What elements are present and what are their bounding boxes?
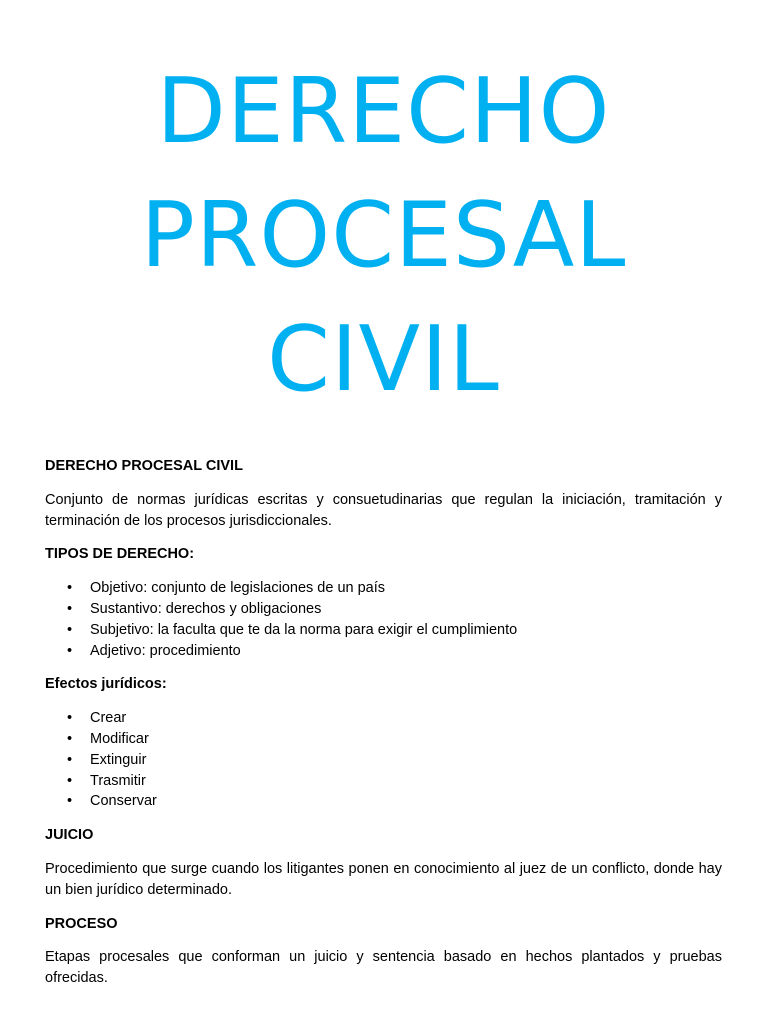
bullet-icon: • <box>67 772 73 789</box>
list-item <box>45 641 722 662</box>
definition-paragraph: Conjunto de normas jurídicas escritas y consuetudinarias que regulan la iniciación, tramitación y terminación de los procesos jurisdiccionales. <box>45 491 722 529</box>
juicio-paragraph: Procedimiento que surge cuando los litigantes ponen en conocimiento al juez de un conflicto, donde hay un bien jurídico determinado. <box>45 860 722 898</box>
bullet-icon: • <box>67 580 73 597</box>
list-item <box>45 620 722 641</box>
list-item-text: Extinguir <box>90 751 147 768</box>
list-item-text: Sustantivo: derechos y obligaciones <box>90 600 322 617</box>
cover-title-line-2: PROCESAL <box>140 183 627 288</box>
bullet-icon: • <box>67 642 73 659</box>
list-item <box>45 578 722 599</box>
cover-title-line-1: DERECHO <box>156 59 611 164</box>
proceso-paragraph: Etapas procesales que conforman un juicio y sentencia basado en hechos plantados y pruebas ofrecidas. <box>45 949 722 987</box>
list-item-text: Crear <box>90 710 127 727</box>
bullet-icon: • <box>67 793 73 810</box>
section-heading-juicio: JUICIO <box>45 827 94 844</box>
list-item <box>45 708 722 729</box>
efectos-list <box>45 708 722 812</box>
section-heading-efectos-juridicos: Efectos jurídicos: <box>45 676 167 693</box>
list-item <box>45 750 722 771</box>
list-item-text: Objetivo: conjunto de legislaciones de un país <box>90 580 386 597</box>
bullet-icon: • <box>67 621 73 638</box>
section-heading-tipos-de-derecho: TIPOS DE DERECHO: <box>45 546 195 563</box>
bullet-icon: • <box>67 751 73 768</box>
list-item <box>45 599 722 620</box>
section-heading-derecho-procesal-civil: DERECHO PROCESAL CIVIL <box>45 458 243 474</box>
list-item-text: Modificar <box>90 730 149 747</box>
list-item-text: Conservar <box>90 793 157 810</box>
bullet-icon: • <box>67 730 73 747</box>
tipos-list <box>45 578 722 661</box>
document-body <box>45 456 722 989</box>
cover-title <box>45 0 722 422</box>
list-item-text: Subjetivo: la faculta que te da la norma para exigir el cumplimiento <box>90 621 518 638</box>
list-item <box>45 771 722 792</box>
list-item <box>45 729 722 750</box>
list-item-text: Trasmitir <box>90 772 146 789</box>
list-item-text: Adjetivo: procedimiento <box>90 642 241 659</box>
bullet-icon: • <box>67 710 73 727</box>
section-heading-proceso: PROCESO <box>45 915 118 932</box>
list-item <box>45 791 722 812</box>
bullet-icon: • <box>67 600 73 617</box>
cover-title-line-3: CIVIL <box>267 307 500 412</box>
